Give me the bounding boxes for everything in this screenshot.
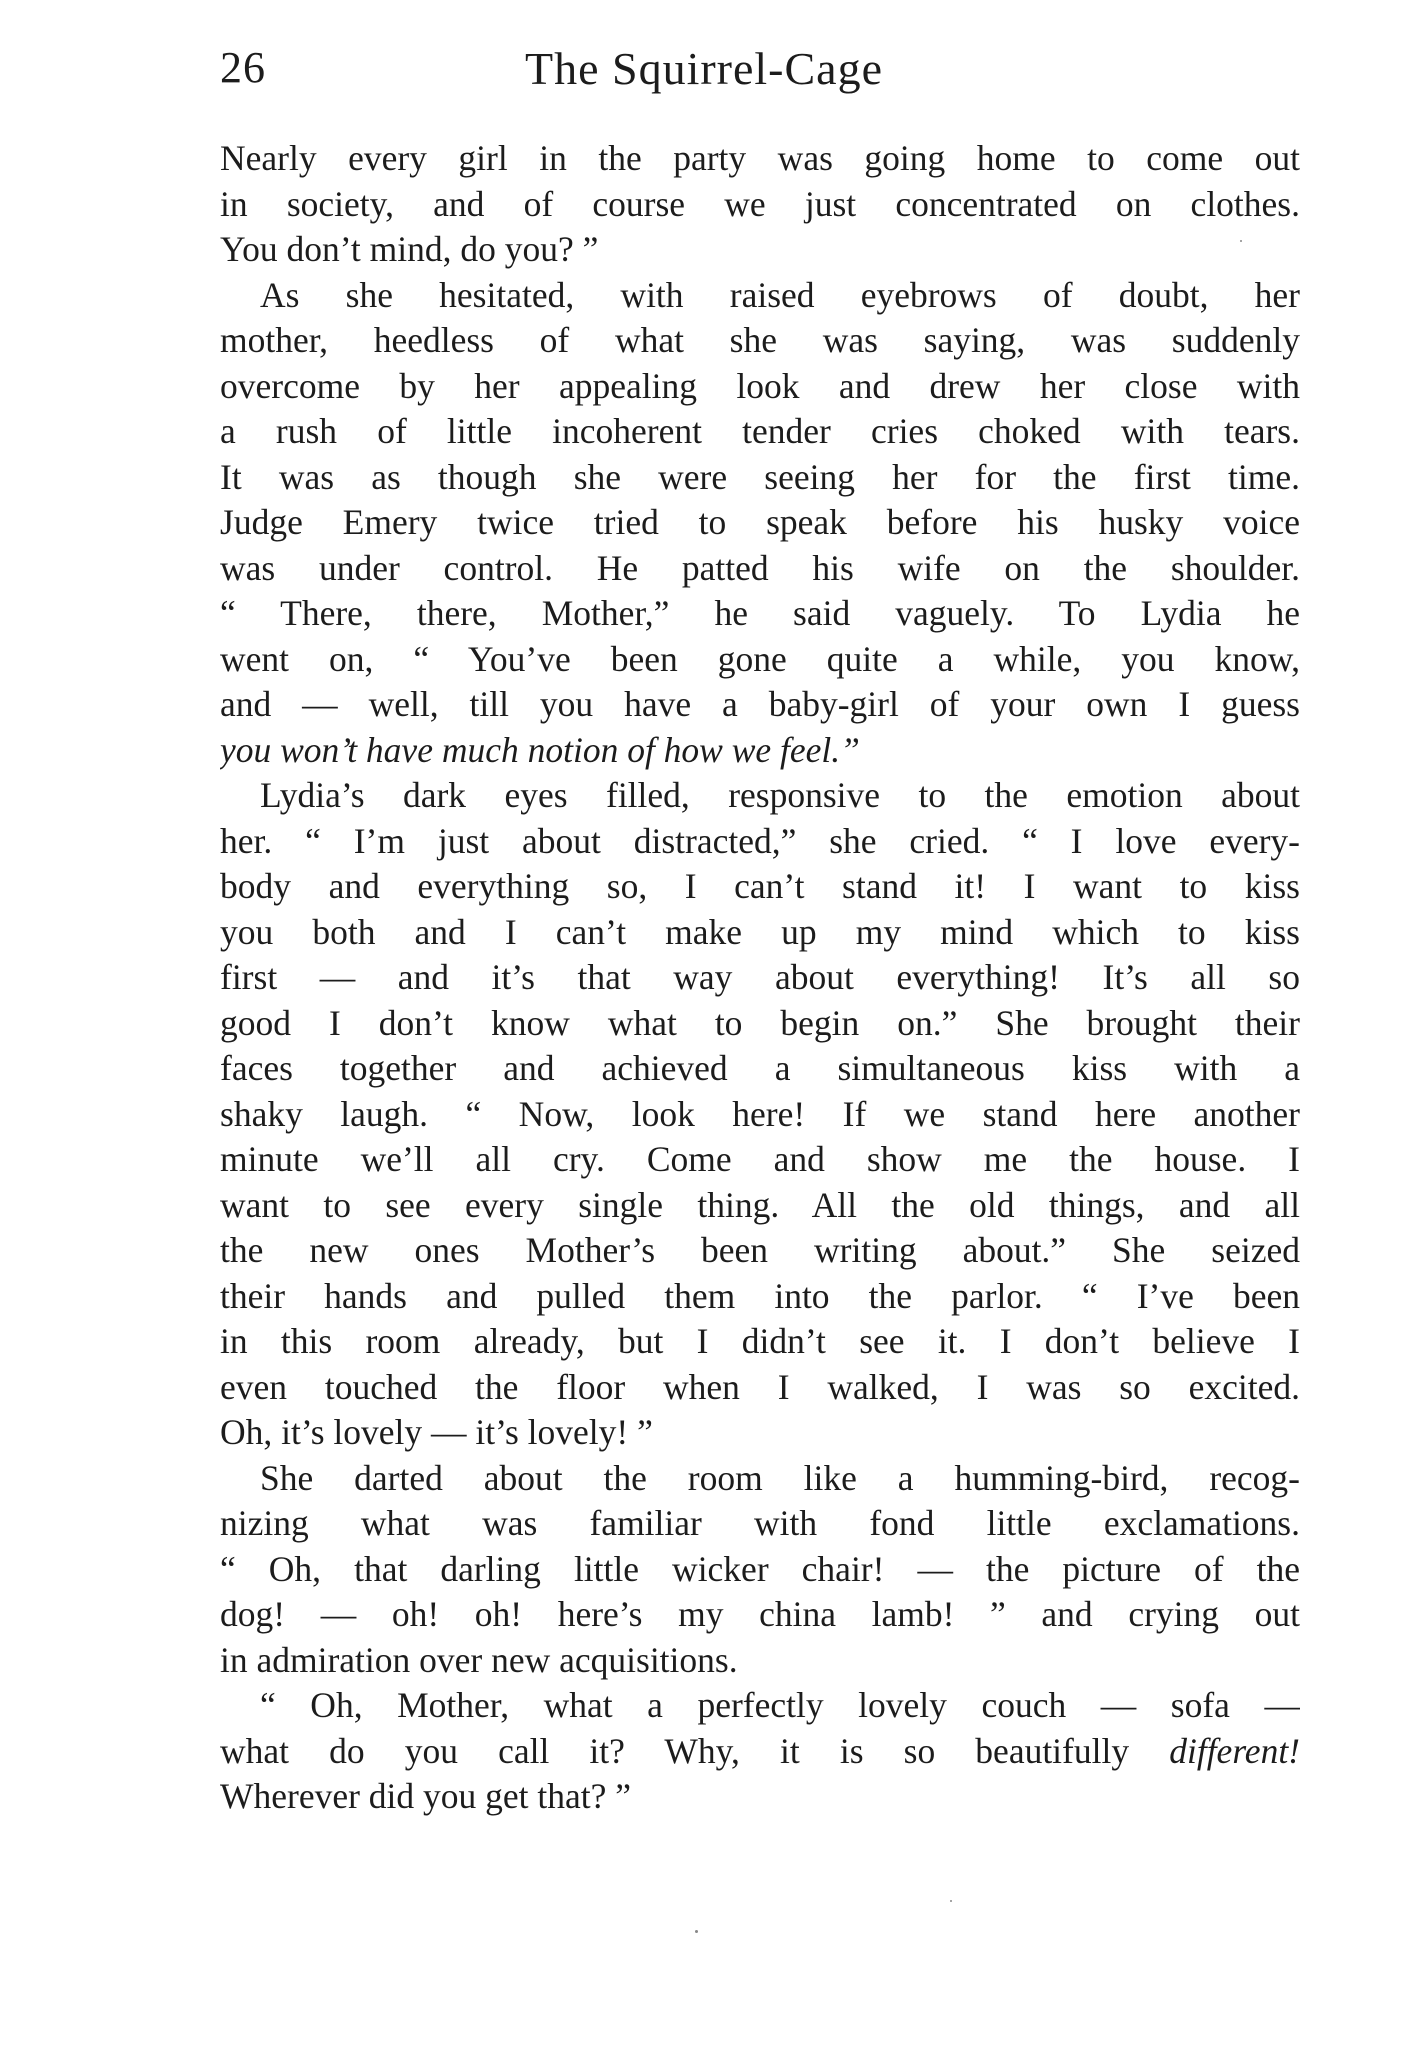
body-text: [220, 136, 1300, 1820]
text-line: first — and it’s that way about everything! It’s all so: [220, 957, 1300, 997]
text-line: a rush of little incoherent tender cries choked with tears.: [220, 411, 1300, 451]
text-line: the new ones Mother’s been writing about.” She seized: [220, 1230, 1300, 1270]
running-title: The Squirrel-Cage: [524, 43, 884, 94]
italic-text: different!: [1169, 1730, 1300, 1771]
page-header: [220, 42, 1300, 102]
text-line: Judge Emery twice tried to speak before his husky voice: [220, 502, 1300, 542]
text-line: overcome by her appealing look and drew her close with: [220, 365, 1300, 406]
text-line: minute we’ll all cry. Come and show me the house. I: [220, 1139, 1300, 1179]
text-line: their hands and pulled them into the parlor. “ I’ve been: [220, 1275, 1300, 1316]
text-line: She darted about the room like a humming-bird, recog-: [260, 1457, 1300, 1498]
text-line: nizing what was familiar with fond little exclamations.: [220, 1503, 1300, 1543]
text-line: “ Oh, that darling little wicker chair! — the picture of the: [220, 1548, 1300, 1589]
text-line: mother, heedless of what she was saying, was suddenly: [220, 320, 1300, 360]
text-line: want to see every single thing. All the old things, and all: [220, 1184, 1300, 1225]
text-line: good I don’t know what to begin on.” She brought their: [220, 1002, 1300, 1043]
text-line: [220, 1729, 1300, 1775]
text-line: her. “ I’m just about distracted,” she cried. “ I love every-: [220, 820, 1300, 861]
text-line: As she hesitated, with raised eyebrows of doubt, her: [260, 274, 1300, 315]
text-line: dog! — oh! oh! here’s my china lamb! ” and crying out: [220, 1594, 1300, 1634]
text-line: You don’t mind, do you? ”: [220, 229, 599, 269]
paper-speck: [1240, 240, 1242, 242]
paper-speck: [695, 1930, 698, 1933]
text-line: “ There, there, Mother,” he said vaguely. To Lydia he: [220, 593, 1300, 633]
text-line: in society, and of course we just concentrated on clothes.: [220, 183, 1300, 224]
text-line: and — well, till you have a baby-girl of your own I guess: [220, 684, 1300, 724]
paper-speck: [950, 1900, 952, 1902]
page-number: 26: [220, 43, 266, 92]
text-line: Nearly every girl in the party was going home to come out: [220, 138, 1300, 178]
text-line: Oh, it’s lovely — it’s lovely! ”: [220, 1412, 653, 1452]
italic-text: you won’t have much notion of how we feel.”: [220, 729, 860, 770]
text-line: even touched the floor when I walked, I was so excited.: [220, 1366, 1300, 1407]
text-line: you both and I can’t make up my mind which to kiss: [220, 911, 1300, 952]
text-line: went on, “ You’ve been gone quite a while, you know,: [220, 638, 1300, 679]
text-line: was under control. He patted his wife on the shoulder.: [220, 547, 1300, 588]
text-line: “ Oh, Mother, what a perfectly lovely couch — sofa —: [260, 1685, 1300, 1725]
text-line: It was as though she were seeing her for the first time.: [220, 456, 1300, 497]
text-run: what do you call it? Why, it is so beautifully: [220, 1730, 1130, 1771]
text-line: faces together and achieved a simultaneous kiss with a: [220, 1048, 1300, 1088]
text-line: in this room already, but I didn’t see it. I don’t believe I: [220, 1321, 1300, 1361]
text-line: shaky laugh. “ Now, look here! If we stand here another: [220, 1093, 1300, 1134]
text-line: Lydia’s dark eyes filled, responsive to the emotion about: [260, 775, 1300, 815]
text-line: [220, 728, 1300, 774]
text-line: body and everything so, I can’t stand it! I want to kiss: [220, 866, 1300, 906]
text-line: Wherever did you get that? ”: [220, 1776, 632, 1816]
text-line: in admiration over new acquisitions.: [220, 1639, 738, 1680]
